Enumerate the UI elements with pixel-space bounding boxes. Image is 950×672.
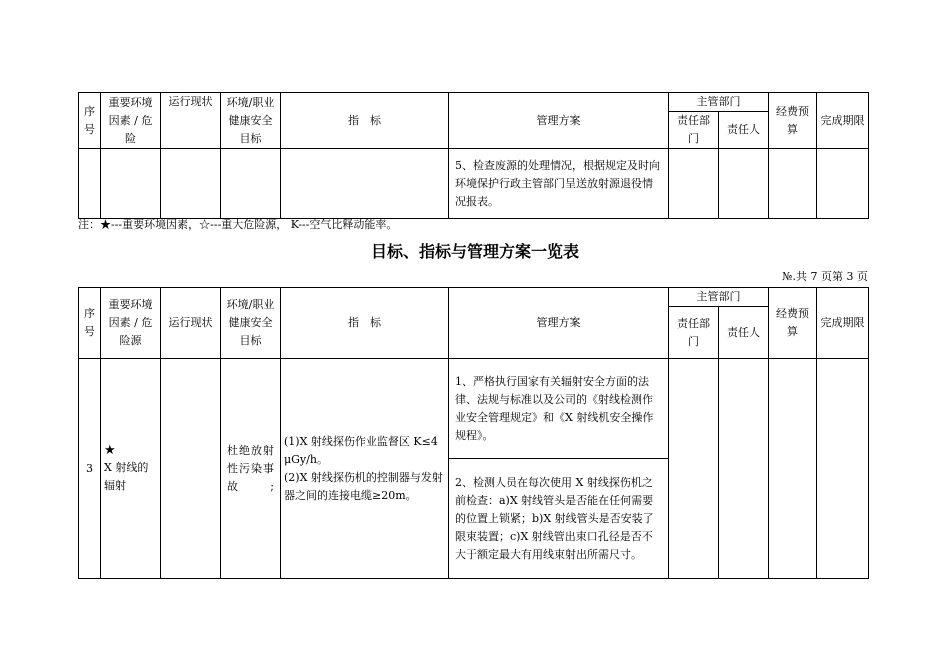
row-target: 杜绝放射性污染事故;	[221, 359, 281, 579]
header-budget: 经费预算	[769, 93, 817, 149]
cell-dept	[669, 149, 719, 219]
row-indicator: (1)X 射线探伤作业监督区 K≤4 μGy/h。 (2)X 射线探伤机的控制器与发射器之间的连接电缆≥20m。	[281, 359, 449, 579]
management-table-continued	[78, 92, 869, 219]
header-seq: 序号	[79, 288, 101, 359]
header-seq: 序号	[79, 93, 101, 149]
header-person: 责任人	[719, 112, 769, 149]
page-title: 目标、指标与管理方案一览表	[370, 242, 579, 261]
header-dept: 责任部门	[669, 307, 719, 359]
header-dept-group: 主管部门	[669, 93, 769, 112]
legend-note: 注：★---重要环境因素，☆---重大危险源， K---空气比释动能率。	[78, 218, 398, 231]
cell-deadline	[817, 149, 869, 219]
cell-budget	[769, 149, 817, 219]
header-plan: 管理方案	[449, 288, 669, 359]
header-dept-group: 主管部门	[669, 288, 769, 307]
cell-target	[221, 149, 281, 219]
plan-item-5: 5、检查废源的处理情况，根据规定及时向环境保护行政主管部门呈送放射源退役情况报表。	[449, 149, 669, 219]
header-target: 环境/职业健康安全目标	[221, 93, 281, 149]
header-factor: 重要环境因素 / 危险源	[101, 288, 161, 359]
header-person: 责任人	[719, 307, 769, 359]
row-budget	[769, 359, 817, 579]
header-budget: 经费预算	[769, 288, 817, 359]
management-table	[78, 287, 869, 579]
row-factor	[101, 359, 161, 579]
cell-status	[161, 149, 221, 219]
plan-item-1: 1、严格执行国家有关辐射安全方面的法律、法规与标准以及公司的《射线检测作业安全管理规定》和《X 射线机安全操作规程》。	[449, 359, 669, 459]
row-dept	[669, 359, 719, 579]
header-target: 环境/职业健康安全目标	[221, 288, 281, 359]
cell-factor	[101, 149, 161, 219]
header-dept: 责任部门	[669, 112, 719, 149]
cell-person	[719, 149, 769, 219]
row-factor-text: X 射线的辐射	[104, 460, 149, 492]
plan-item-2: 2、检测人员在每次使用 X 射线探伤机之前检查：a)X 射线管头是否能在任何需要的位置上锁紧；b)X 射线管头是否安装了限束装置；c)X 射线管出束口孔径是否不大于额定最大有用线束射出所需尺寸。	[449, 459, 669, 579]
row-deadline	[817, 359, 869, 579]
header-factor: 重要环境因素 / 危险	[101, 93, 161, 149]
header-status: 运行现状	[161, 93, 221, 149]
row-status	[161, 359, 221, 579]
page-number: №.共 7 页第 3 页	[782, 270, 868, 283]
header-indicator: 指 标	[281, 93, 449, 149]
header-deadline: 完成期限	[817, 288, 869, 359]
cell-indicator	[281, 149, 449, 219]
row-person	[719, 359, 769, 579]
cell-seq	[79, 149, 101, 219]
header-deadline: 完成期限	[817, 93, 869, 149]
header-indicator: 指 标	[281, 288, 449, 359]
header-status: 运行现状	[161, 288, 221, 359]
row-seq: 3	[79, 359, 101, 579]
header-plan: 管理方案	[449, 93, 669, 149]
important-star-icon: ★	[104, 442, 116, 458]
